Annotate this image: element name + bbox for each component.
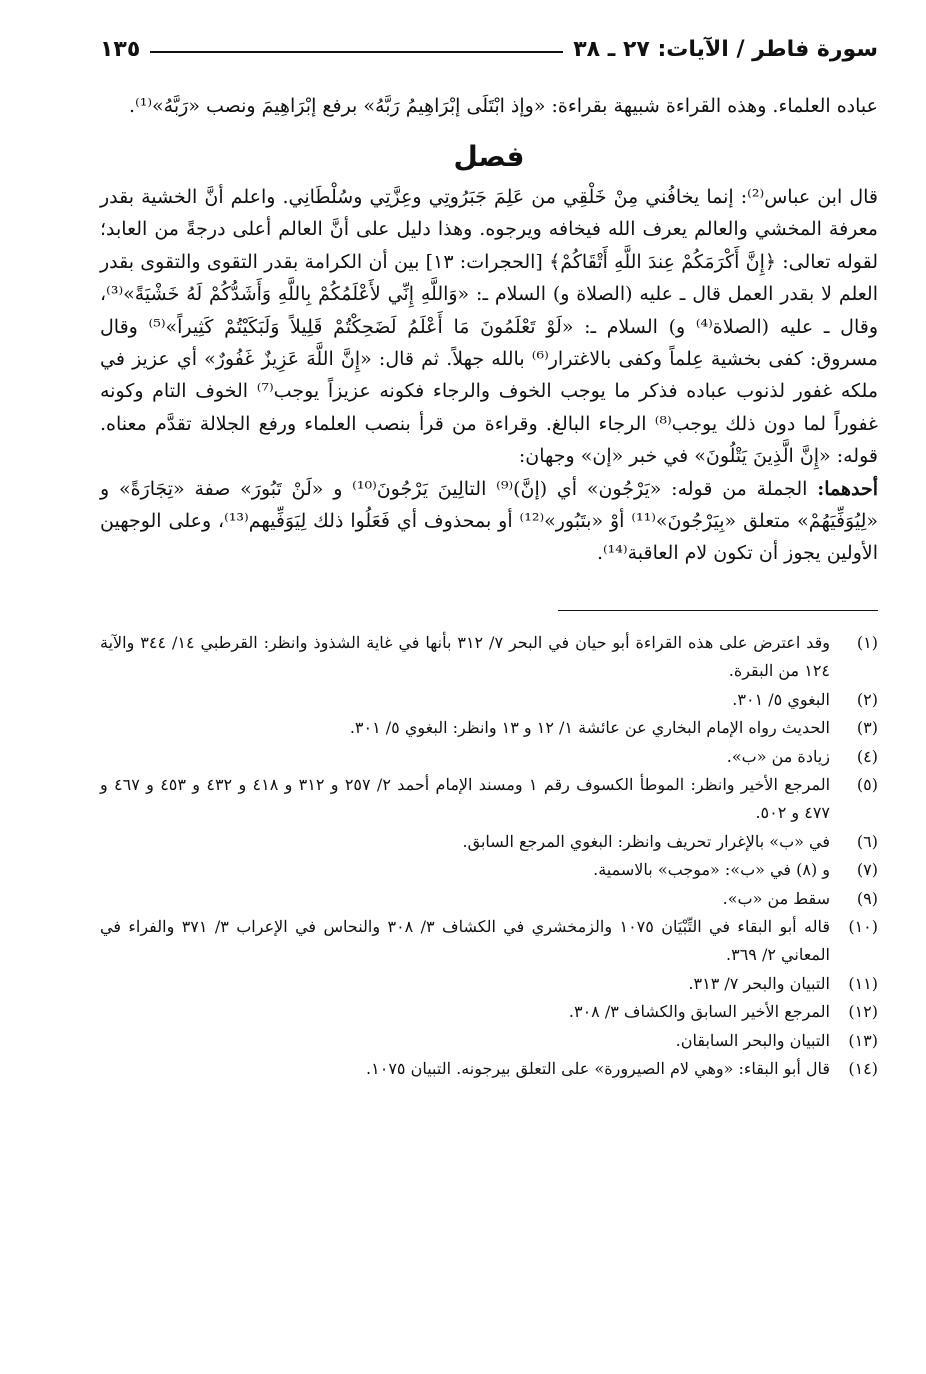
footnote-number: (٩) <box>856 888 878 908</box>
footnote-number: (١٢) <box>848 1002 878 1022</box>
footnote-text: قاله أبو البقاء في التِّبْيَان ١٠٧٥ والزمخشري في الكشاف ٣/ ٣٠٨ والنحاس في الإعراب ٣/ ٣٧١ والفراء في المعاني ٢/ ٣٦٩. <box>100 916 830 965</box>
footnote <box>100 828 878 856</box>
main-text <box>100 181 878 570</box>
footnote-text: التبيان والبحر ٧/ ٣١٣. <box>688 973 830 993</box>
body-paragraph: قال ابن عباس⁽²⁾: إنما يخافُني مِنْ خَلْقِي من عَلِمَ جَبَرُوتِي وعِزَّتِي وسُلْطَانِي. واعلم أنَّ الخشية بقدر معرفة المخشي والعالم يعرف الله فيخافه ويرجوه. وهذا دليل على أنَّ العالم أعلى درجةً من العابد؛ لقوله تعالى: ﴿إِنَّ أَكْرَمَكُمْ عِندَ اللَّهِ أَتْقَاكُمْ﴾ [الحجرات: ١٣] بين أن الكرامة بقدر التقوى والتقوى بقدر العلم لا بقدر العمل قال ـ عليه (الصلاة و) السلام ـ: «وَاللَّهِ إِنِّي لأَعْلَمُكُمْ بِاللَّهِ وَأَشَدُّكُمْ لَهُ خَشْيَةً»⁽³⁾، وقال ـ عليه (الصلاة⁽⁴⁾ و) السلام ـ: «لَوْ تَعْلَمُونَ مَا أَعْلَمُ لَضَحِكْتُمْ قَلِيلاً وَلَبَكَيْتُمْ كَثِيراً»⁽⁵⁾ وقال مسروق: كفى بخشية عِلماً وكفى بالاغترار⁽⁶⁾ بالله جهلاً. ثم قال: «إِنَّ اللَّهَ عَزِيزٌ غَفُورٌ» أي عزيز في ملكه غفور لذنوب عباده فذكر ما يوجب الخوف والرجاء فكونه عزيزاً يوجب⁽⁷⁾ الخوف التام وكونه غفوراً لما دون ذلك يوجب⁽⁸⁾ الرجاء البالغ. وقراءة من قرأ بنصب العلماء ورفع الجلالة تقدَّم معناه. قوله: «إِنَّ الَّذِينَ يَتْلُونَ» في خبر «إن» وجهان: <box>100 186 879 468</box>
footnote <box>100 771 878 828</box>
footnote-text: البغوي ٥/ ٣٠١. <box>732 689 830 709</box>
footnote-number: (١٠) <box>848 916 878 936</box>
section-heading: فصل <box>453 140 525 173</box>
page-number: ١٣٥ <box>100 37 141 62</box>
footnote-text: التبيان والبحر السابقان. <box>675 1030 830 1050</box>
footnote-separator <box>558 610 878 611</box>
lead-text: الجملة من قوله: «يَرْجُون» أي (إنَّ)⁽⁹⁾ التالِينَ يَرْجُونَ⁽¹⁰⁾ و «لَنْ تَبُورَ» صفة «تِجَارَةً» و «لِيُوَفِّيَهُمْ» متعلق «بِيَرْجُونَ»⁽¹¹⁾ أوْ «بتَبُور»⁽¹²⁾ أو بمحذوف أي فَعَلُوا ذلك لِيَوَفِّيهم⁽¹³⁾، وعلى الوجهين الأولين يجوز أن تكون لام العاقبة⁽¹⁴⁾. <box>100 477 878 565</box>
footnote-text: وقد اعترض على هذه القراءة أبو حيان في البحر ٧/ ٣١٢ بأنها في غاية الشذوذ وانظر: القرطبي ١٤/ ٣٤٤ والآية ١٢٤ من البقرة. <box>100 632 830 681</box>
footnote-text: الحديث رواه الإمام البخاري عن عائشة ١/ ١٢ و ١٣ وانظر: البغوي ٥/ ٣٠١. <box>349 718 830 738</box>
page <box>100 20 878 1083</box>
footnote <box>100 714 878 742</box>
footnote-text: المرجع الأخير وانظر: الموطأ الكسوف رقم ١ ومسند الإمام أحمد ٢/ ٢٥٧ و ٣١٢ و ٤١٨ و ٤٣٢ و ٤٥٣ و ٤٦٧ و ٤٧٧ و ٥٠٢. <box>100 774 831 823</box>
footnote-number: (٢) <box>856 689 878 709</box>
footnotes <box>100 629 878 1084</box>
footnote-number: (٤) <box>856 746 878 766</box>
footnote-number: (٦) <box>856 831 878 851</box>
footnote-text: و (٨) في «ب»: «موجب» بالاسمية. <box>593 860 830 880</box>
footnote <box>100 885 878 913</box>
body-paragraph-lead <box>100 473 878 570</box>
footnote-number: (١) <box>856 632 878 652</box>
footnote <box>100 1027 878 1055</box>
footnote <box>100 743 878 771</box>
footnote <box>100 913 878 970</box>
footnote <box>100 998 878 1026</box>
footnote-number: (١٣) <box>848 1030 878 1050</box>
footnote-text: في «ب» بالإغرار تحريف وانظر: البغوي المرجع السابق. <box>462 831 830 851</box>
footnote-text: سقط من «ب». <box>722 888 830 908</box>
footnote-number: (١١) <box>848 973 878 993</box>
lead-bold-term: أحدهما: <box>817 477 879 500</box>
footnote <box>100 686 878 714</box>
footnote-number: (١٤) <box>848 1058 878 1078</box>
footnote <box>100 629 878 686</box>
footnote-text: قال أبو البقاء: «وهي لام الصيرورة» على التعلق بيرجونه. التبيان ١٠٧٥. <box>366 1058 830 1078</box>
footnote <box>100 856 878 884</box>
footnote-number: (٧) <box>856 860 878 880</box>
intro-paragraph: عباده العلماء. وهذه القراءة شبيهة بقراءة: «وإذ ابْتَلَى إبْرَاهِيمُ رَبَّهُ» برفع إبْرَاهِيمَ ونصب «رَبَّهُ»⁽¹⁾. <box>129 95 878 117</box>
header-rule <box>150 51 563 53</box>
footnote <box>100 1055 878 1083</box>
footnote <box>100 970 878 998</box>
footnote-number: (٣) <box>856 718 878 738</box>
footnote-number: (٥) <box>856 774 878 794</box>
footnote-text: المرجع الأخير السابق والكشاف ٣/ ٣٠٨. <box>568 1002 830 1022</box>
footnote-text: زيادة من «ب». <box>726 746 830 766</box>
header-title: سورة فاطر / الآيات: ٢٧ ـ ٣٨ <box>573 37 878 62</box>
running-header <box>100 20 878 62</box>
